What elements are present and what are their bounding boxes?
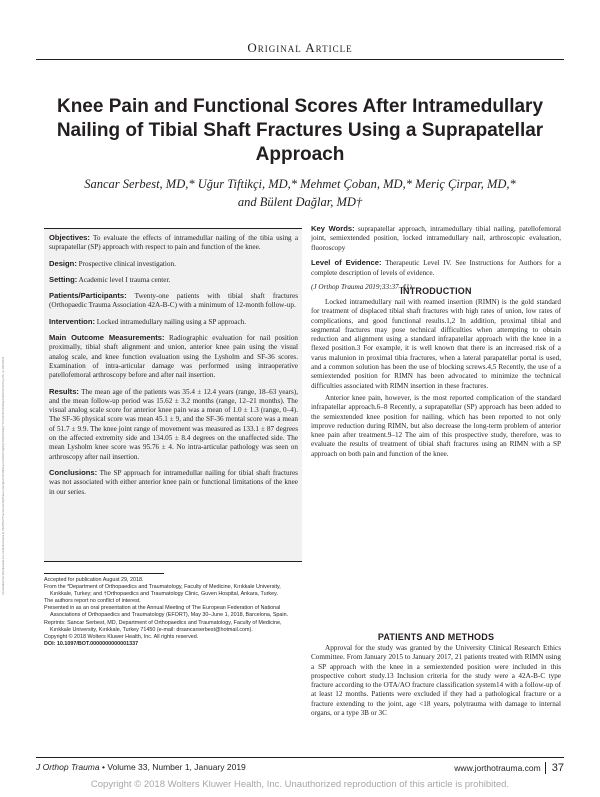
footnote: From the *Department of Orthopaedics and Traumatology, Faculty of Medicine, Kırıkkale University, Kırıkkale, Turkey; and †Orthopaedics and Traumatology Clinic, Guven Hospital, Ankara, Turkey. bbox=[44, 584, 281, 598]
keywords-text: suprapatellar approach, intramedullary tibial nailing, patellofemoral joint, semiextended position, locked intramedullary nail, arthroscopic evaluation, fluoroscopy bbox=[311, 225, 561, 252]
doi[interactable]: DOI: 10.1097/BOT.0000000000001337 bbox=[44, 640, 139, 647]
keywords-label: Key Words: bbox=[311, 224, 355, 233]
header-divider bbox=[36, 59, 564, 60]
journal-citation: (J Orthop Trauma 2019;33:37–41) bbox=[311, 283, 412, 292]
abstract-label: Conclusions: bbox=[49, 467, 98, 477]
abstract-text: The SP approach for intramedullar nailing for tibial shaft fractures was not associated with either anterior knee pain or functional limitations of the knee in our series. bbox=[49, 468, 298, 496]
abstract-label: Objectives: bbox=[49, 233, 90, 242]
abstract-intervention bbox=[49, 317, 298, 327]
footnotes bbox=[44, 577, 302, 648]
level-of-evidence bbox=[311, 258, 561, 278]
footnote: Presented in as an oral presentation at the Annual Meeting of The European Federation of National Associations of Orthopaedics and Traumatology (EFORT), May 30–June 1, 2018, Barcelona, Spain. bbox=[44, 605, 289, 619]
abstract-measurements bbox=[49, 333, 298, 380]
paragraph: Locked intramedullary nail with reamed insertion (RIMN) is the gold standard for treatment of displaced tibial shaft fractures with high rates of union, low rates of complications, and good functional results.1,2 In addition, proximal tibial and segmental fractures may pose technical difficulties when attempting to obtain reduction and alignment using a standard infrapatellar approach with the knee in a flexed position.3 For example, it is well known that there is an increased risk of a varus malunion in proximal tibia fractures, when a lateral parapatellar portal is used, and a common solution has been the use of blocking screws.4,5 Recently, the use of a semiextended position for RIMN has been advocated to minimize the technical difficulties associated with RIMN insertion in these fractures. bbox=[311, 298, 561, 390]
abstract-text: Locked intramedullary nailing using a SP approach. bbox=[96, 317, 247, 326]
evidence-label: Level of Evidence: bbox=[311, 258, 382, 268]
abstract-text: To evaluate the effects of intramedullar nailing of the tibia using a suprapatellar (SP) approach with respect to pain and function of the knee. bbox=[49, 234, 299, 252]
footer-journal-info bbox=[36, 762, 246, 772]
paragraph: Approval for the study was granted by the University Clinical Research Ethics Committee. From January 2015 to January 2017, 21 patients treated with RIMN using a SP approach with the knee in a semiextended position were included in this prospective cohort study.13 Inclusion criteria for the study were a 42A-B-C type fracture according to the OTA/AO fracture classification system14 with a follow-up of at least 12 months. Patients were excluded if they had a pathological fracture or a fracture extending to the joint, age <18 years, polytrauma with damage to internal organs, or a type 3B or 3C bbox=[311, 644, 561, 718]
journal-url-link[interactable]: www.jorthotrauma.com bbox=[454, 763, 541, 773]
author-list bbox=[40, 175, 560, 211]
section-label: Original Article bbox=[247, 40, 353, 55]
abstract-text: Prospective clinical investigation. bbox=[78, 259, 176, 268]
download-watermark: Downloaded from http://journals.lww.com/jorthotrauma by BhDMf5ePHKav1zEoum1tQfN4a+kJLhEZgbsIHo4XMi0hCywCX1AWnYQp/IlQrHD3i3D0OdRyi7TvSFl4Cf3VC4/OAVpDDa8KKGKV0Ymy+78= on 10/15/2024 bbox=[2, 356, 5, 595]
abstract-conclusions bbox=[49, 468, 298, 497]
footnote: The authors report no conflict of interest. bbox=[44, 598, 141, 605]
abstract-results bbox=[49, 387, 298, 462]
abstract-label: Results: bbox=[49, 386, 79, 396]
evidence-text: Therapeutic Level IV. See Instructions for Authors for a complete description of levels of evidence. bbox=[311, 259, 561, 277]
abstract-label: Patients/Participants: bbox=[49, 291, 127, 301]
footnote: Accepted for publication August 29, 2018. bbox=[44, 577, 144, 583]
abstract-label: Main Outcome Measurements: bbox=[49, 333, 165, 343]
abstract-text: The mean age of the patients was 35.4 ± 12.4 years (range, 18–63 years), and the mean follow-up period was 15.62 ± 3.2 months (range, 12–21 months). The visual analog scale score for anterior knee pain was a mean of 1.0 ± 1.3 (range, 0–4). The SF-36 physical score was mean 45.1 ± 9, and the SF-36 mental score was a mean of 51.7 ± 9.9. The knee joint range of movement was measured as 133.1 ± 87 degrees on the affected extremity side and 134.05 ± 8.4 degrees on the unaffected side. The mean Lysholm knee score was 95.76 ± 4. No intra-articular pathology was seen on arthroscopy after nail insertion. bbox=[49, 387, 298, 461]
footnote-divider bbox=[44, 573, 164, 574]
abstract-text: Radiographic evaluation for nail position proximally, tibial shaft alignment and union, anterior knee pain using the visual analog scale, and knee function evaluation using the Lysholm and SF-36 scores. Examination of intra-articular damage was performed using intraoperative patellofemoral arthroscopy before and after nail insertion. bbox=[49, 334, 299, 380]
abstract-participants bbox=[49, 291, 298, 311]
footer-right bbox=[454, 762, 564, 774]
methods-heading: PATIENTS AND METHODS bbox=[377, 632, 495, 642]
keywords bbox=[311, 224, 561, 253]
abstract-objectives bbox=[49, 233, 298, 253]
abstract-setting bbox=[49, 275, 298, 285]
author-line: and Bülent Dağlar, MD† bbox=[237, 195, 363, 209]
journal-name: J Orthop Trauma bbox=[36, 762, 100, 772]
abstract-label: Design: bbox=[49, 258, 77, 268]
page-number: 37 bbox=[545, 762, 564, 774]
introduction-heading: INTRODUCTION bbox=[400, 286, 472, 296]
footnote: Copyright © 2018 Wolters Kluwer Health, Inc. All rights reserved. bbox=[44, 633, 199, 640]
abstract bbox=[49, 233, 298, 503]
article-title: Knee Pain and Functional Scores After Intramedullary Nailing of Tibial Shaft Fractures Using a Suprapatellar Approach bbox=[56, 96, 544, 165]
copyright-banner: Copyright © 2018 Wolters Kluwer Health, Inc. Unauthorized reproduction of this article is prohibited. bbox=[90, 779, 510, 790]
abstract-text: Twenty-one patients with tibial shaft fractures (Orthopaedic Trauma Association 42A-B-C) with a minimum of 12-month follow-up. bbox=[49, 292, 298, 310]
footnote: Reprints: Sancar Serbest, MD, Department of Orthopaedics and Traumatology, Faculty of Medicine, Kırıkkale University, Kırıkkale, Turkey 71450 (e-mail: drsancarserbest@hotmail.com). bbox=[44, 619, 282, 633]
abstract-design bbox=[49, 259, 298, 269]
abstract-label: Setting: bbox=[49, 274, 78, 284]
introduction-body bbox=[311, 298, 561, 462]
footer-divider bbox=[36, 757, 564, 758]
journal-issue: • Volume 33, Number 1, January 2019 bbox=[102, 762, 246, 772]
paragraph: Anterior knee pain, however, is the most reported complication of the standard infrapatellar approach.6–8 Recently, a suprapatellar (SP) approach has been added to the semiextended knee position for nailing, which has been reported to not only improve reduction during RIMN, but also decrease the long-term problem of anterior knee pain after treatment.9–12 The aim of this prospective study, therefore, was to evaluate the results of treatment of tibial shaft fractures using an RIMN with a SP approach on both pain and function of the knee. bbox=[311, 393, 561, 458]
abstract-label: Intervention: bbox=[49, 316, 95, 326]
author-line: Sancar Serbest, MD,* Uğur Tiftikçi, MD,* Mehmet Çoban, MD,* Meriç Çirpar, MD,* bbox=[84, 177, 516, 191]
abstract-text: Academic level I trauma center. bbox=[78, 275, 171, 284]
methods-body bbox=[311, 644, 561, 721]
